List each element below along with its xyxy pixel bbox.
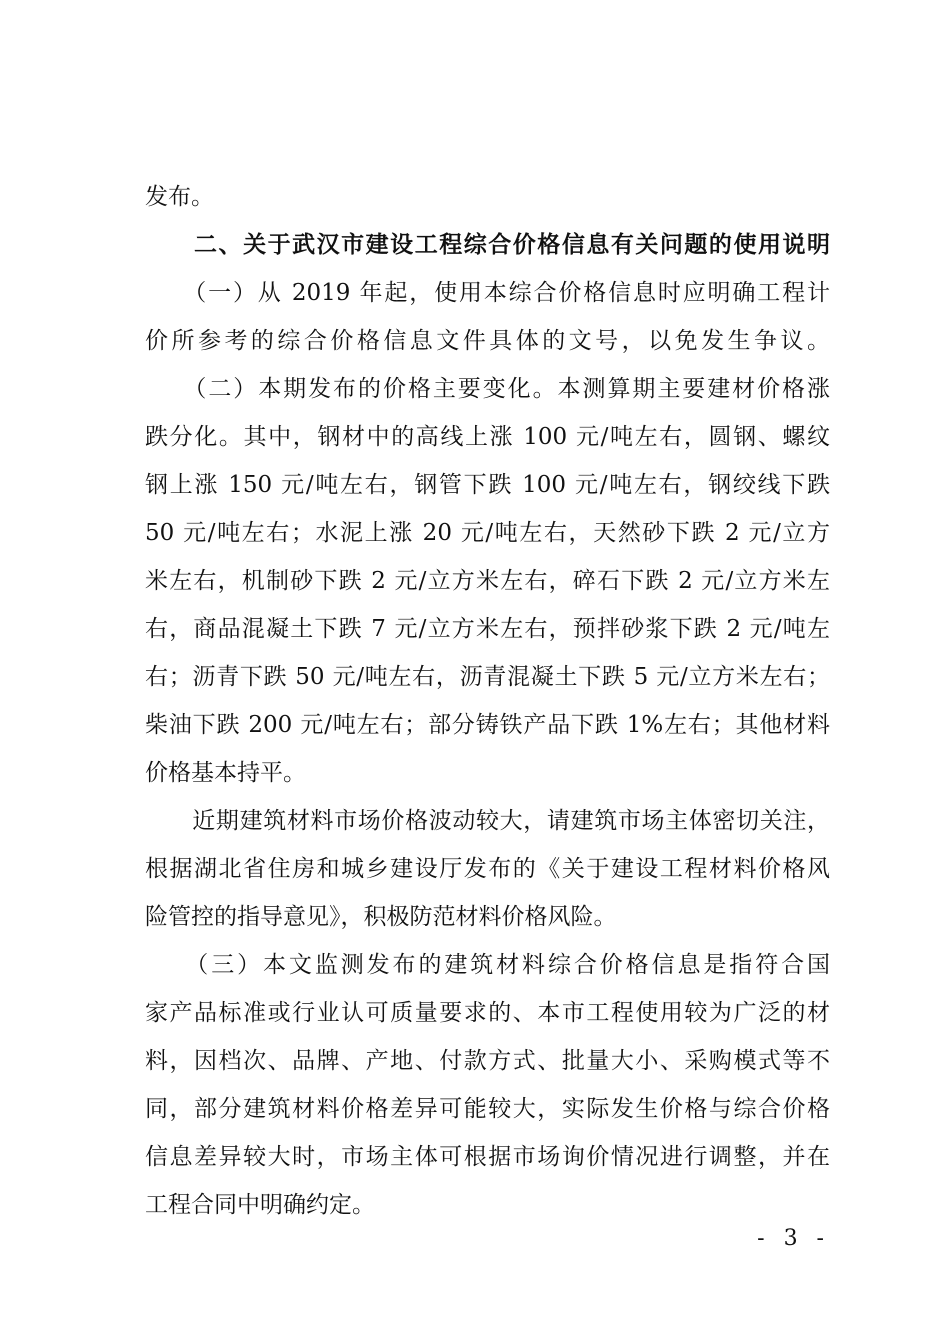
text-line: 50 元/吨左右；水泥上涨 20 元/吨左右，天然砂下跌 2 元/立方 [145, 520, 830, 546]
text-line: 价格基本持平。 [145, 760, 306, 786]
text-line: 根据湖北省住房和城乡建设厅发布的《关于建设工程材料价格风 [145, 856, 830, 882]
text-line: 家产品标准或行业认可质量要求的、本市工程使用较为广泛的材 [145, 1000, 830, 1026]
text-line: 近期建筑材料市场价格波动较大，请建筑市场主体密切关注， [145, 808, 830, 834]
text-line: 信息差异较大时，市场主体可根据市场询价情况进行调整，并在 [145, 1144, 830, 1170]
text-line: 跌分化。其中，钢材中的高线上涨 100 元/吨左右，圆钢、螺纹 [145, 424, 830, 450]
text-line: 钢上涨 150 元/吨左右，钢管下跌 100 元/吨左右，钢绞线下跌 [145, 472, 830, 498]
text-line: 价所参考的综合价格信息文件具体的文号，以免发生争议。 [145, 328, 830, 354]
text-line: 料，因档次、品牌、产地、付款方式、批量大小、采购模式等不 [145, 1048, 830, 1074]
text-line: 发布。 [145, 184, 214, 210]
section-heading: 二、关于武汉市建设工程综合价格信息有关问题的使用说明 [145, 232, 830, 258]
page-number: - 3 - [757, 1226, 830, 1251]
text-line: 工程合同中明确约定。 [145, 1192, 375, 1218]
text-line: 柴油下跌 200 元/吨左右；部分铸铁产品下跌 1%左右；其他材料 [145, 712, 830, 738]
text-line: 险管控的指导意见》，积极防范材料价格风险。 [145, 904, 617, 930]
text-line: 同，部分建筑材料价格差异可能较大，实际发生价格与综合价格 [145, 1096, 830, 1122]
text-line: （二）本期发布的价格主要变化。本测算期主要建材价格涨 [145, 376, 830, 402]
text-line: 右，商品混凝土下跌 7 元/立方米左右，预拌砂浆下跌 2 元/吨左 [145, 616, 830, 642]
text-line: 米左右，机制砂下跌 2 元/立方米左右，碎石下跌 2 元/立方米左 [145, 568, 830, 594]
text-line: （一）从 2019 年起，使用本综合价格信息时应明确工程计 [145, 280, 830, 306]
text-line: （三）本文监测发布的建筑材料综合价格信息是指符合国 [145, 952, 830, 978]
text-line: 右；沥青下跌 50 元/吨左右，沥青混凝土下跌 5 元/立方米左右； [145, 664, 830, 690]
